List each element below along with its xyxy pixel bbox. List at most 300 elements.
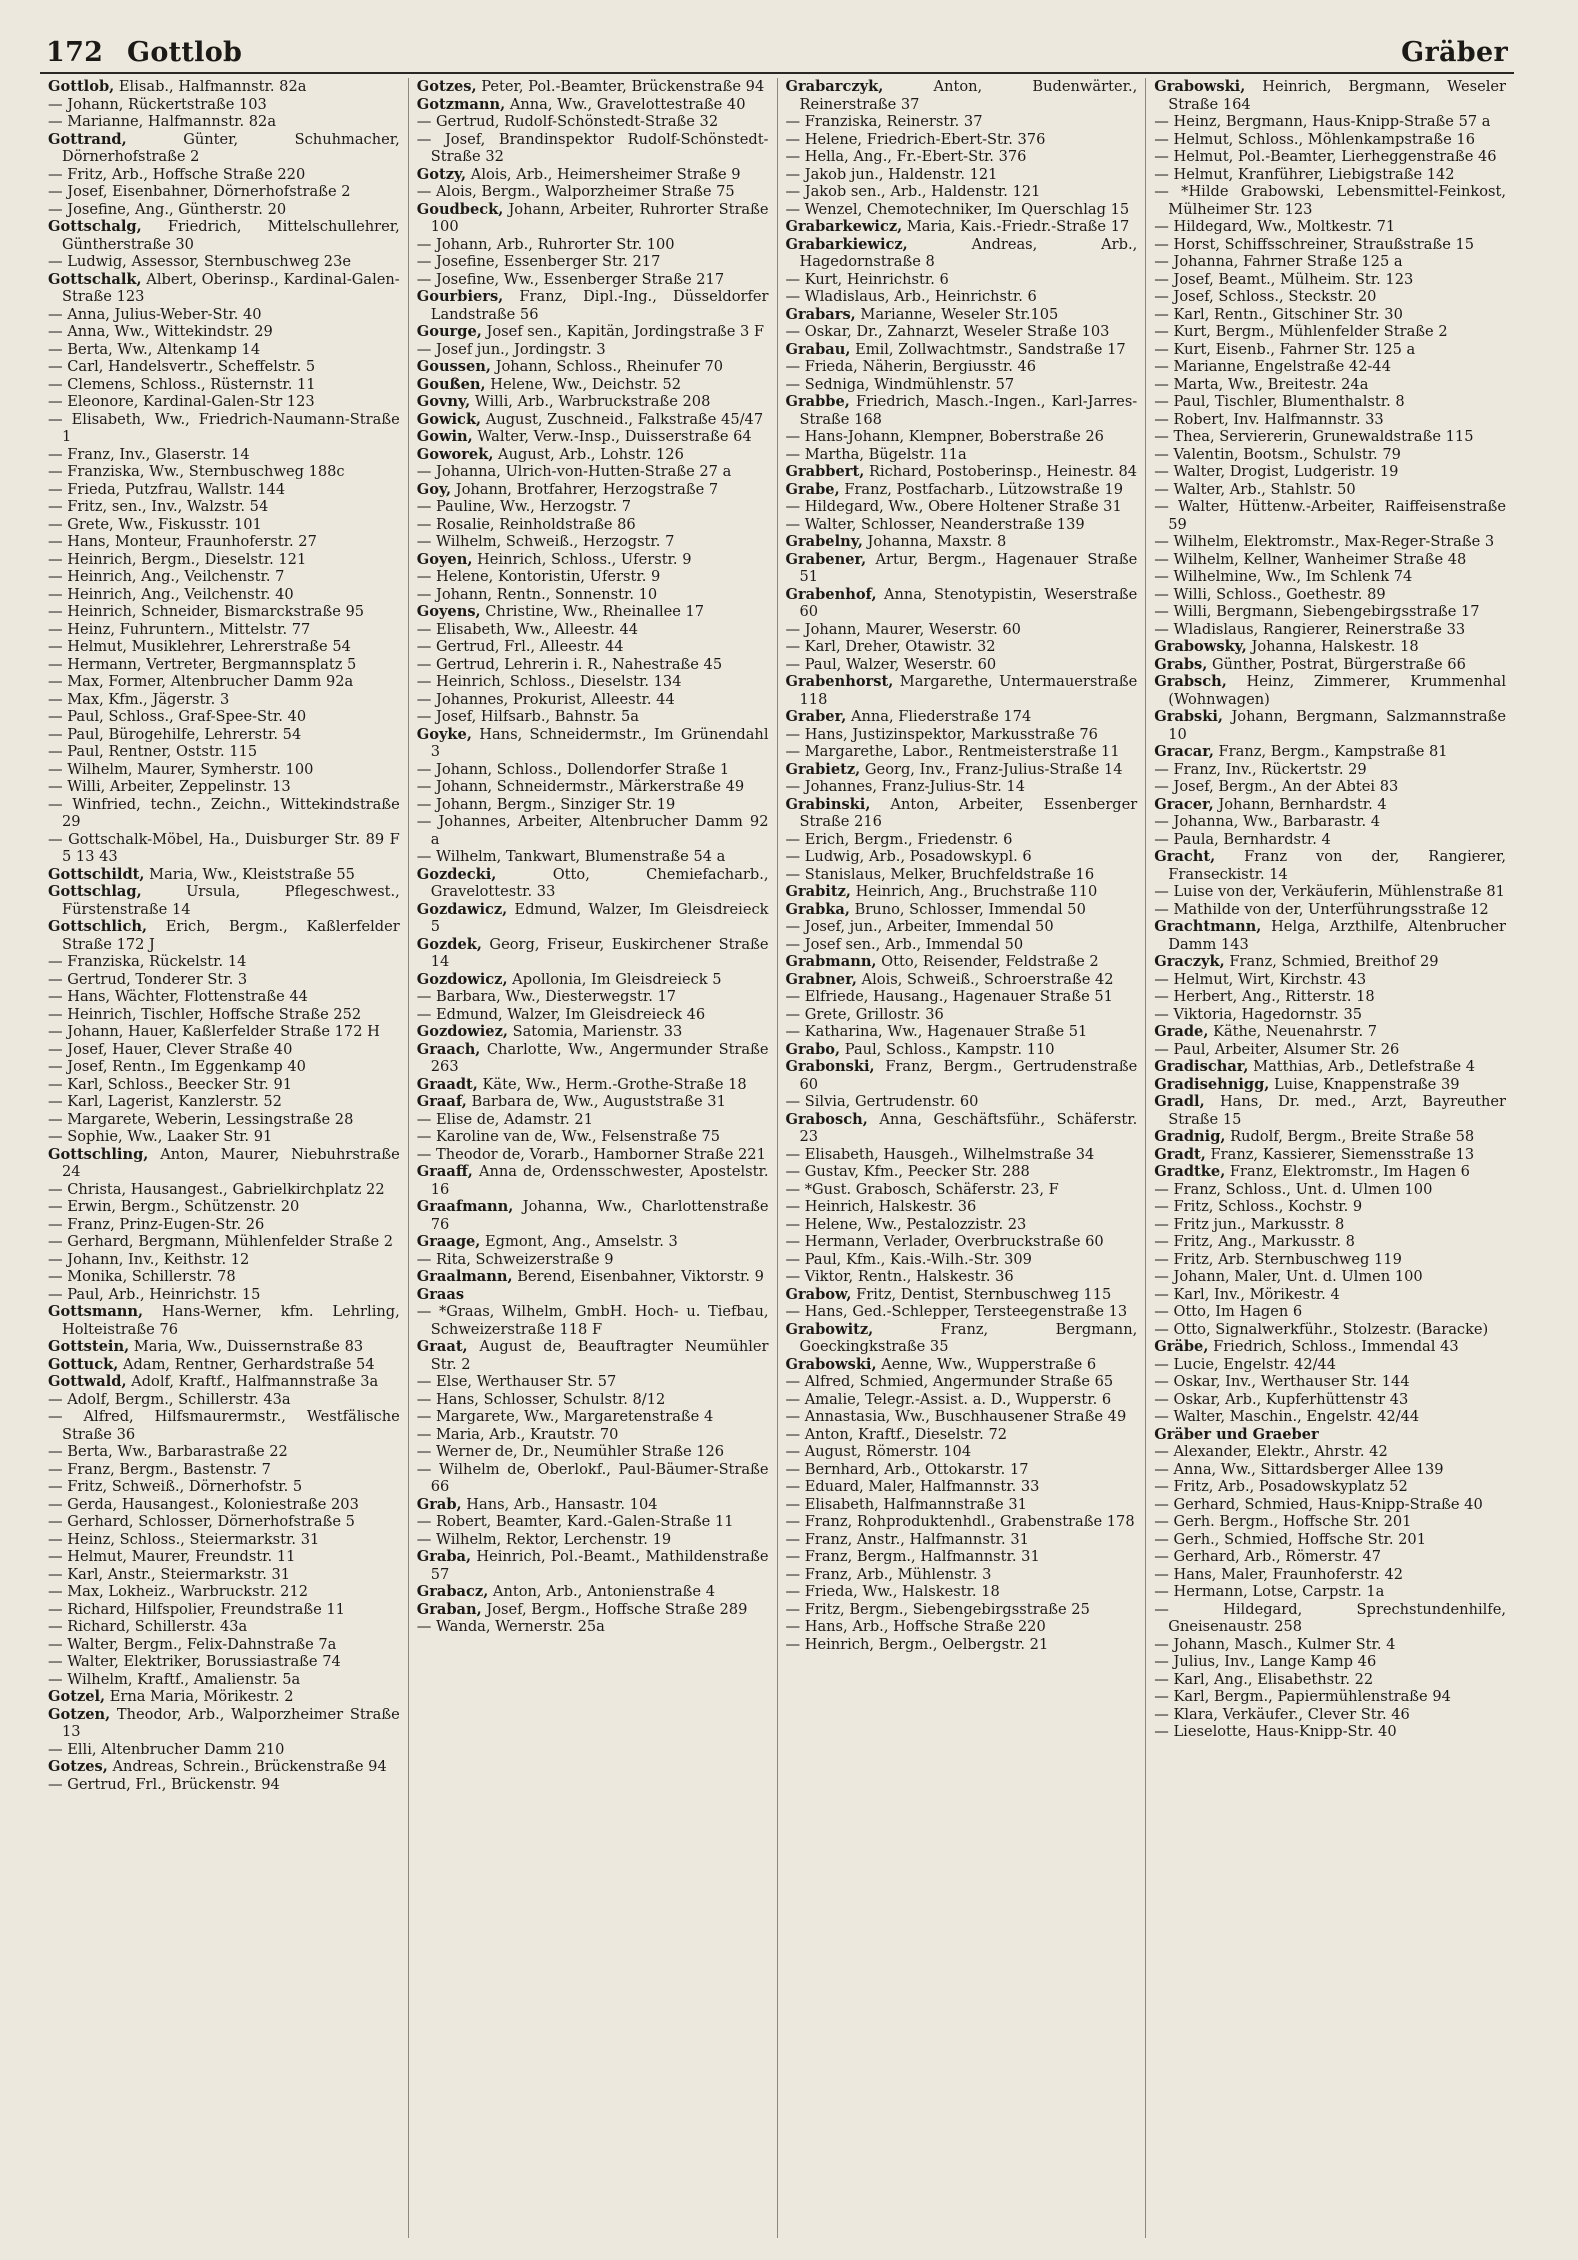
directory-entry [786, 761, 1138, 779]
entry-text: Ursula, Pflegeschwest., Fürstenstraße 14 [62, 883, 400, 918]
entry-surname: Gottschildt, [48, 865, 145, 883]
entry-text: — Helmut, Maurer, Freundstr. 11 [48, 1548, 296, 1565]
directory-entry [48, 621, 400, 639]
directory-entry [1154, 1706, 1506, 1724]
entry-text: Franz, Schmied, Breithof 29 [1224, 953, 1439, 970]
directory-entry [48, 1566, 400, 1584]
directory-entry [417, 603, 769, 621]
entry-text: — Karl, Lagerist, Kanzlerstr. 52 [48, 1093, 282, 1110]
entry-text: Käthe, Neuenahrstr. 7 [1208, 1023, 1378, 1040]
directory-entry [48, 1338, 400, 1356]
entry-text: Egmont, Ang., Amselstr. 3 [480, 1233, 678, 1250]
entry-text: — Alfred, Hilfsmaurermstr., Westfälische Straße 36 [48, 1408, 400, 1443]
directory-entry [1154, 1531, 1506, 1549]
directory-entry [417, 656, 769, 674]
directory-entry [786, 796, 1138, 831]
entry-text: — Hella, Ang., Fr.-Ebert-Str. 376 [785, 148, 1027, 165]
entry-text: — Fritz, Arb., Posadowskyplatz 52 [1154, 1478, 1408, 1495]
entry-text: — Hans, Schlosser, Schulstr. 8/12 [416, 1390, 666, 1408]
entry-surname: Gottschlag, [48, 883, 142, 900]
directory-entry [417, 1513, 769, 1531]
entry-text: — Marianne, Engelstraße 42-44 [1154, 358, 1392, 375]
directory-entry [417, 1286, 769, 1304]
entry-text: — Hildegard, Sprechstundenhilfe, Gneisenaustr. 258 [1154, 1600, 1506, 1635]
directory-entry [48, 1058, 400, 1076]
directory-entry [786, 498, 1138, 516]
entry-text: — Katharina, Ww., Hagenauer Straße 51 [785, 1023, 1088, 1040]
directory-entry [1154, 1478, 1506, 1496]
entry-text: Maria, Kais.-Friedr.-Straße 17 [902, 218, 1130, 235]
directory-entry [786, 1548, 1138, 1566]
directory-entry [1154, 813, 1506, 831]
directory-entry [48, 1093, 400, 1111]
header-left [46, 37, 242, 68]
entry-text: — Edmund, Walzer, Im Gleisdreieck 46 [416, 1005, 706, 1023]
directory-entry [48, 1251, 400, 1269]
entry-surname: Grabowsky, [1154, 638, 1247, 655]
directory-entry [786, 831, 1138, 849]
entry-surname: Graber, [785, 708, 847, 725]
entry-text: — Gertrud, Lehrerin i. R., Nahestraße 45 [416, 655, 723, 673]
column-1 [40, 78, 408, 2238]
entry-text: Franz, Bergmann, Goeckingkstraße 35 [799, 1320, 1138, 1355]
directory-entry [48, 1548, 400, 1566]
entry-text: — Maria, Arb., Krautstr. 70 [416, 1425, 619, 1443]
directory-entry [1154, 393, 1506, 411]
directory-entry [48, 866, 400, 884]
entry-text: — Werner de, Dr., Neumühler Straße 126 [416, 1443, 725, 1460]
entry-text: — Hans, Wächter, Flottenstraße 44 [48, 988, 308, 1005]
entry-surname: Grabow, [785, 1285, 852, 1303]
directory-entry [48, 1531, 400, 1549]
directory-entry [786, 166, 1138, 184]
entry-text: — Margarete, Ww., Margaretenstraße 4 [416, 1408, 714, 1425]
entry-text: — Berta, Ww., Altenkamp 14 [48, 340, 261, 358]
entry-text: — Margarete, Weberin, Lessingstraße 28 [48, 1110, 354, 1128]
entry-text: — Ludwig, Arb., Posadowskypl. 6 [785, 848, 1032, 865]
entry-text: — Hans, Maler, Fraunhoferstr. 42 [1154, 1565, 1404, 1583]
entry-text: — Wladislaus, Arb., Heinrichstr. 6 [785, 288, 1037, 305]
entry-surname: Grabinski, [785, 795, 871, 813]
directory-entry [786, 1566, 1138, 1584]
entry-text: — Frieda, Putzfrau, Wallstr. 144 [48, 480, 286, 498]
entry-text: — Thea, Serviererin, Grunewaldstraße 115 [1154, 428, 1474, 445]
entry-surname: Grabbert, [785, 463, 865, 480]
page-number: 172 [46, 37, 104, 68]
directory-entry [786, 901, 1138, 919]
entry-text: — Heinz, Bergmann, Haus-Knipp-Straße 57 a [1154, 113, 1491, 130]
entry-text: — Gustav, Kfm., Peecker Str. 288 [785, 1163, 1030, 1180]
entry-text: — Josef, Beamt., Mülheim. Str. 123 [1154, 270, 1414, 288]
directory-entry [1154, 253, 1506, 271]
entry-surname: Gracar, [1154, 743, 1214, 760]
directory-entry [48, 726, 400, 744]
entry-surname: Grabowski, [1154, 78, 1246, 95]
entry-text: — Wilhelm de, Oberlokf., Paul-Bäumer-Straße 66 [416, 1460, 769, 1495]
directory-entry [1154, 1601, 1506, 1636]
entry-text: — Heinrich, Schloss., Dieselstr. 134 [416, 673, 682, 690]
directory-entry [786, 1163, 1138, 1181]
directory-entry [417, 201, 769, 236]
entry-surname: Goußen, [416, 375, 486, 393]
directory-entry [48, 586, 400, 604]
entry-text: — Josefine, Essenberger Str. 217 [416, 253, 661, 270]
entry-text: — Josef, Eisenbahner, Dörnerhofstraße 2 [48, 183, 351, 200]
directory-entry [786, 481, 1138, 499]
entry-text: — *Hilde Grabowski, Lebensmittel-Feinkost, Mülheimer Str. 123 [1154, 183, 1506, 218]
entry-surname: Grabowski, [785, 1355, 877, 1373]
entry-surname: Gottlob, [48, 78, 115, 95]
entry-text: — Stanislaus, Melker, Bruchfeldstraße 16 [785, 865, 1095, 883]
directory-entry [417, 113, 769, 131]
entry-text: — Ludwig, Assessor, Sternbuschweg 23e [48, 253, 352, 270]
entry-text: — Franz, Rohproduktenhdl., Grabenstraße 178 [785, 1513, 1135, 1530]
entry-text: — Paul, Rentner, Oststr. 115 [48, 743, 258, 760]
directory-entry [786, 1181, 1138, 1199]
entry-text: Emil, Zollwachtmstr., Sandstraße 17 [850, 340, 1126, 358]
entry-text: — Rita, Schweizerstraße 9 [416, 1250, 614, 1268]
entry-text: Artur, Bergm., Hagenauer Straße 51 [799, 550, 1138, 585]
entry-text: — Heinz, Schloss., Steiermarkstr. 31 [48, 1530, 320, 1548]
directory-entry [786, 183, 1138, 201]
directory-entry [417, 1583, 769, 1601]
entry-columns [40, 78, 1514, 2238]
directory-entry [786, 1373, 1138, 1391]
entry-surname: Grabner, [785, 970, 857, 988]
directory-entry [1154, 988, 1506, 1006]
directory-entry [48, 1461, 400, 1479]
directory-entry [48, 778, 400, 796]
directory-entry [786, 1041, 1138, 1059]
entry-text: Franz, Elektromstr., Im Hagen 6 [1225, 1163, 1470, 1180]
entry-text: — Franziska, Reinerstr. 37 [785, 113, 983, 130]
entry-surname: Grabenhorst, [785, 673, 894, 690]
entry-text: — Robert, Inv. Halfmannstr. 33 [1154, 410, 1384, 428]
directory-entry [48, 551, 400, 569]
directory-entry [417, 1251, 769, 1269]
entry-text: — Alois, Bergm., Walporzheimer Straße 75 [416, 183, 735, 200]
directory-entry [1154, 971, 1506, 989]
entry-text: — Josef jun., Jordingstr. 3 [416, 340, 606, 358]
entry-text: Heinrich, Schloss., Uferstr. 9 [472, 550, 692, 568]
entry-surname: Gottschlich, [48, 918, 148, 935]
directory-entry [48, 271, 400, 306]
directory-entry [417, 866, 769, 901]
entry-text: August, Zuschneid., Falkstraße 45/47 [481, 410, 764, 428]
entry-surname: Gotzy, [416, 165, 467, 183]
entry-text: — Josefine, Ang., Güntherstr. 20 [48, 200, 287, 218]
entry-surname: Gradl, [1154, 1093, 1205, 1110]
directory-entry [1154, 1356, 1506, 1374]
entry-surname: Gräbe, [1154, 1338, 1209, 1355]
directory-entry [786, 1058, 1138, 1093]
entry-text: — Wilhelm, Elektromstr., Max-Reger-Straße 3 [1154, 533, 1495, 550]
entry-text: Anna de, Ordensschwester, Apostelstr. 16 [430, 1163, 769, 1198]
directory-entry [786, 113, 1138, 131]
entry-text: Theodor, Arb., Walporzheimer Straße 13 [62, 1705, 400, 1740]
entry-text: — Johanna, Ww., Barbarastr. 4 [1154, 813, 1381, 830]
entry-text: Anna, Ww., Gravelottestraße 40 [505, 95, 746, 113]
directory-entry [48, 393, 400, 411]
entry-surname: Gottrand, [48, 130, 127, 148]
entry-text: — Eleonore, Kardinal-Galen-Str 123 [48, 393, 315, 410]
entry-text: — Paul, Arb., Heinrichstr. 15 [48, 1285, 261, 1303]
entry-text: Josef, Bergm., Hoffsche Straße 289 [481, 1600, 748, 1618]
directory-entry [417, 1268, 769, 1286]
entry-text: — Helene, Friedrich-Ebert-Str. 376 [785, 130, 1046, 148]
directory-entry [1154, 586, 1506, 604]
directory-entry [786, 1268, 1138, 1286]
entry-surname: Graalmann, [416, 1268, 513, 1285]
entry-surname: Gottschalg, [48, 218, 142, 235]
entry-surname: Grabowitz, [785, 1320, 874, 1338]
directory-entry [786, 1233, 1138, 1251]
directory-entry [786, 341, 1138, 359]
entry-text: — Walter, Drogist, Ludgeristr. 19 [1154, 463, 1399, 480]
directory-entry [786, 988, 1138, 1006]
entry-text: — Bernhard, Arb., Ottokarstr. 17 [785, 1460, 1029, 1478]
entry-text: — Johannes, Arbeiter, Altenbrucher Damm 92 a [416, 813, 769, 848]
directory-entry [1154, 148, 1506, 166]
entry-text: — Walter, Hüttenw.-Arbeiter, Raiffeisenstraße 59 [1154, 498, 1506, 533]
entry-text: — Willi, Schloss., Goethestr. 89 [1154, 585, 1386, 603]
directory-entry [48, 166, 400, 184]
entry-text: — Lieselotte, Haus-Knipp-Str. 40 [1154, 1723, 1397, 1740]
directory-entry [1154, 1076, 1506, 1094]
entry-surname: Grabacz, [416, 1583, 489, 1600]
directory-entry [1154, 778, 1506, 796]
entry-text: — Johann, Schloss., Dollendorfer Straße 1 [416, 760, 730, 778]
entry-text: — Elisabeth, Ww., Alleestr. 44 [416, 620, 639, 638]
directory-entry [1154, 533, 1506, 551]
directory-entry [48, 1688, 400, 1706]
entry-text: — Hermann, Verlader, Overbruckstraße 60 [785, 1233, 1104, 1250]
entry-surname: Gräber und Graeber [1154, 1425, 1319, 1443]
entry-text: — Franz, Prinz-Eugen-Str. 26 [48, 1215, 265, 1233]
directory-entry [417, 796, 769, 814]
entry-text: — Otto, Signalwerkführ., Stolzestr. (Baracke) [1154, 1320, 1489, 1338]
directory-entry [417, 1233, 769, 1251]
entry-text: Satomia, Marienstr. 33 [507, 1023, 683, 1040]
entry-text: — Johannes, Prokurist, Alleestr. 44 [416, 690, 675, 708]
directory-entry [48, 253, 400, 271]
entry-surname: Gowin, [416, 428, 473, 445]
entry-surname: Grabski, [1154, 708, 1224, 725]
entry-text: — Horst, Schiffsschreiner, Straußstraße 15 [1154, 235, 1475, 253]
directory-entry [417, 1303, 769, 1338]
directory-entry [1154, 1723, 1506, 1741]
directory-entry [786, 551, 1138, 586]
entry-text: — Wanda, Wernerstr. 25a [416, 1618, 605, 1635]
entry-surname: Goworek, [416, 445, 494, 463]
entry-text: Albert, Oberinsp., Kardinal-Galen-Straße 123 [62, 270, 400, 305]
directory-entry [48, 1216, 400, 1234]
entry-text: — Josef sen., Arb., Immendal 50 [785, 935, 1024, 953]
entry-text: — Walter, Arb., Stahlstr. 50 [1154, 480, 1356, 498]
entry-text: — Amalie, Telegr.-Assist. a. D., Wupperstr. 6 [785, 1390, 1112, 1408]
entry-surname: Gotzmann, [416, 95, 506, 113]
directory-entry [1154, 1181, 1506, 1199]
entry-text: Käte, Ww., Herm.-Grothe-Straße 18 [477, 1075, 747, 1093]
entry-text: Anton, Budenwärter., Reinerstraße 37 [799, 78, 1138, 113]
entry-surname: Gottuck, [48, 1355, 119, 1373]
entry-text: — Berta, Ww., Barbarastraße 22 [48, 1443, 288, 1460]
directory-entry [48, 953, 400, 971]
entry-text: — Heinrich, Bergm., Dieselstr. 121 [48, 550, 307, 568]
entry-surname: Graat, [416, 1338, 468, 1355]
entry-text: — Erwin, Bergm., Schützenstr. 20 [48, 1198, 300, 1215]
directory-entry [1154, 1688, 1506, 1706]
directory-entry [48, 603, 400, 621]
entry-text: — Wilhelm, Tankwart, Blumenstraße 54 a [416, 848, 726, 865]
directory-entry [1154, 1286, 1506, 1304]
directory-entry [48, 183, 400, 201]
directory-entry [1154, 1023, 1506, 1041]
entry-text: — Eduard, Maler, Halfmannstr. 33 [785, 1478, 1040, 1495]
entry-text: — Erich, Bergm., Friedenstr. 6 [785, 830, 1013, 848]
entry-text: — *Graas, Wilhelm, GmbH. Hoch- u. Tiefbau, Schweizerstraße 118 F [416, 1303, 769, 1338]
directory-entry [417, 236, 769, 254]
entry-text: — Franz, Inv., Glaserstr. 14 [48, 445, 250, 463]
directory-entry [1154, 1216, 1506, 1234]
directory-entry [48, 971, 400, 989]
directory-entry [786, 306, 1138, 324]
entry-text: — Silvia, Gertrudenstr. 60 [785, 1093, 979, 1110]
directory-entry [417, 1128, 769, 1146]
entry-text: Otto, Reisender, Feldstraße 2 [876, 953, 1099, 970]
directory-entry [1154, 166, 1506, 184]
entry-text: — Oskar, Arb., Kupferhüttenstr 43 [1154, 1390, 1409, 1408]
entry-surname: Graban, [416, 1600, 482, 1618]
entry-surname: Gourbiers, [416, 288, 504, 305]
entry-surname: Goyke, [416, 725, 472, 743]
directory-entry [1154, 1321, 1506, 1339]
entry-text: — Viktoria, Hagedornstr. 35 [1154, 1005, 1363, 1023]
directory-entry [786, 1478, 1138, 1496]
directory-entry [48, 918, 400, 953]
entry-surname: Grabarczyk, [785, 78, 884, 95]
entry-text: Adam, Rentner, Gerhardstraße 54 [118, 1355, 375, 1373]
entry-surname: Gracer, [1154, 795, 1214, 813]
directory-entry [48, 1636, 400, 1654]
directory-entry [48, 446, 400, 464]
entry-text: Barbara de, Ww., Auguststraße 31 [466, 1093, 726, 1110]
entry-text: — Hildegard, Ww., Obere Holtener Straße 31 [785, 498, 1122, 515]
entry-text: — Franz, Bergm., Bastenstr. 7 [48, 1460, 271, 1478]
directory-entry [48, 1618, 400, 1636]
entry-text: — Monika, Schillerstr. 78 [48, 1268, 236, 1285]
entry-text: — Fritz, Arb. Sternbuschweg 119 [1154, 1250, 1402, 1268]
entry-surname: Gottschling, [48, 1145, 149, 1163]
entry-surname: Grabenhof, [785, 585, 877, 603]
entry-text: Otto, Chemiefacharb., Gravelottestr. 33 [430, 865, 769, 900]
directory-entry [417, 481, 769, 499]
directory-entry [417, 673, 769, 691]
directory-entry [786, 1391, 1138, 1409]
entry-text: — Theodor de, Vorarb., Hamborner Straße 221 [416, 1145, 766, 1163]
entry-text: — Elli, Altenbrucher Damm 210 [48, 1740, 285, 1758]
directory-entry [1154, 113, 1506, 131]
entry-text: — Fritz, Schloss., Kochstr. 9 [1154, 1198, 1363, 1215]
entry-text: Johanna, Maxstr. 8 [862, 533, 1007, 550]
directory-entry [417, 1163, 769, 1198]
directory-entry [48, 113, 400, 131]
entry-text: Adolf, Kraftf., Halfmannstraße 3a [126, 1373, 379, 1390]
entry-text: — Robert, Beamter, Kard.-Galen-Straße 11 [416, 1513, 734, 1530]
directory-entry [48, 1706, 400, 1741]
entry-text: Anna, Fliederstraße 174 [846, 708, 1032, 725]
directory-entry [417, 166, 769, 184]
entry-text: — Kurt, Bergm., Mühlenfelder Straße 2 [1154, 323, 1448, 340]
entry-text: Heinrich, Pol.-Beamt., Mathildenstraße 57 [430, 1548, 769, 1583]
entry-surname: Graadt, [416, 1075, 478, 1093]
directory-entry [48, 691, 400, 709]
entry-surname: Gozdowiez, [416, 1023, 508, 1040]
directory-entry [786, 1618, 1138, 1636]
directory-entry [786, 1286, 1138, 1304]
entry-text: — Gerh. Bergm., Hoffsche Str. 201 [1154, 1513, 1412, 1530]
entry-text: — Johanna, Fahrner Straße 125 a [1154, 253, 1403, 270]
directory-entry [417, 358, 769, 376]
directory-entry [48, 1233, 400, 1251]
entry-text: — Richard, Hilfspolier, Freundstraße 11 [48, 1600, 345, 1618]
directory-entry [417, 551, 769, 569]
directory-entry [786, 1146, 1138, 1164]
directory-entry [1154, 551, 1506, 569]
entry-text: — Annastasia, Ww., Buschhausener Straße 49 [785, 1408, 1127, 1425]
directory-entry [48, 1286, 400, 1304]
entry-text: — Walter, Elektriker, Borussiastraße 74 [48, 1653, 341, 1670]
directory-entry [786, 271, 1138, 289]
directory-entry [417, 1373, 769, 1391]
entry-text: Alois, Arb., Heimersheimer Straße 9 [466, 165, 741, 183]
entry-text: Günter, Schuhmacher, Dörnerhofstraße 2 [62, 130, 400, 165]
entry-text: — Hans, Monteur, Fraunhoferstr. 27 [48, 533, 317, 550]
directory-entry [786, 358, 1138, 376]
directory-entry [1154, 848, 1506, 883]
entry-text: — Kurt, Eisenb., Fahrner Str. 125 a [1154, 340, 1416, 358]
entry-text: — Gerhard, Schmied, Haus-Knipp-Straße 40 [1154, 1495, 1483, 1513]
entry-text: — Johann, Bergm., Sinziger Str. 19 [416, 795, 676, 813]
directory-entry [1154, 1041, 1506, 1059]
entry-text: — Grete, Ww., Fiskusstr. 101 [48, 515, 262, 533]
page-header [40, 30, 1514, 68]
entry-text: — Josef, Brandinspektor Rudolf-Schönstedt-Straße 32 [416, 130, 769, 165]
entry-text: Marianne, Weseler Str.105 [855, 305, 1059, 323]
directory-entry [786, 1513, 1138, 1531]
entry-text: — Elisabeth, Ww., Friedrich-Naumann-Straße 1 [48, 410, 400, 445]
entry-text: — Elfriede, Hausang., Hagenauer Straße 51 [785, 988, 1113, 1005]
directory-entry [48, 1478, 400, 1496]
entry-text: — Heinrich, Bergm., Oelbergstr. 21 [785, 1635, 1049, 1653]
directory-entry [417, 936, 769, 971]
entry-text: — Karl, Inv., Mörikestr. 4 [1154, 1285, 1340, 1303]
directory-entry [786, 936, 1138, 954]
directory-entry [417, 1443, 769, 1461]
directory-entry [1154, 1303, 1506, 1321]
entry-text: — Pauline, Ww., Herzogstr. 7 [416, 498, 632, 515]
entry-text: — Paul, Walzer, Weserstr. 60 [785, 655, 997, 673]
entry-surname: Graafmann, [416, 1198, 514, 1215]
entry-text: Hans, Arb., Hansastr. 104 [461, 1495, 658, 1513]
entry-surname: Gottschalk, [48, 270, 142, 288]
entry-surname: Graas [416, 1285, 465, 1303]
directory-entry [48, 218, 400, 253]
directory-entry [417, 516, 769, 534]
entry-text: Anton, Arb., Antonienstraße 4 [488, 1583, 715, 1600]
entry-text: — Else, Werthauser Str. 57 [416, 1373, 617, 1390]
directory-entry [1154, 883, 1506, 901]
